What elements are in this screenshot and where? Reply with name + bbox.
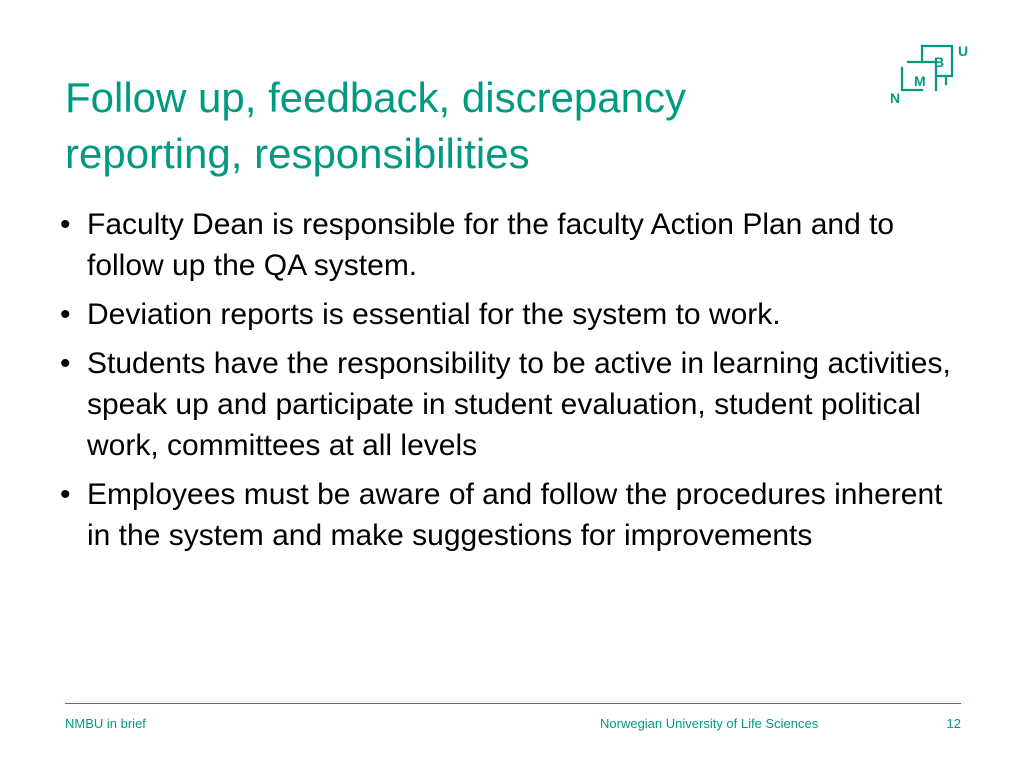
bullet-text: Faculty Dean is responsible for the faculty Action Plan and to follow up the QA system. xyxy=(87,208,895,282)
bullet-item xyxy=(60,474,970,556)
logo-letter-u: U xyxy=(958,43,969,59)
slide-title: Follow up, feedback, discrepancy reporting, responsibilities xyxy=(65,74,686,177)
bullet-text: Deviation reports is essential for the system to work. xyxy=(87,298,781,331)
footer-divider xyxy=(65,703,961,704)
footer-university-name: Norwegian University of Life Sciences xyxy=(600,716,819,731)
bullet-list xyxy=(60,204,970,564)
nmbu-logo xyxy=(886,40,972,110)
page-number: 12 xyxy=(946,716,961,731)
bullet-text: Employees must be aware of and follow the procedures inherent in the system and make suggestions for improvements xyxy=(87,478,943,552)
bullet-mark: • xyxy=(60,347,71,380)
bullet-mark: • xyxy=(60,298,71,331)
bullet-mark: • xyxy=(60,478,71,511)
bullet-item xyxy=(60,294,970,335)
nmbu-logo-mark xyxy=(886,40,972,110)
bullet-text: Students have the responsibility to be active in learning activities, speak up and participate in student evaluation, student political work, committees at all levels xyxy=(87,347,951,462)
bullet-item xyxy=(60,343,970,466)
bullet-mark: • xyxy=(60,208,71,241)
footer-left-label: NMBU in brief xyxy=(65,716,146,731)
logo-letter-m: M xyxy=(914,73,926,89)
logo-letter-n: N xyxy=(890,90,901,106)
bullet-item xyxy=(60,204,970,286)
logo-letter-b: B xyxy=(934,54,945,70)
